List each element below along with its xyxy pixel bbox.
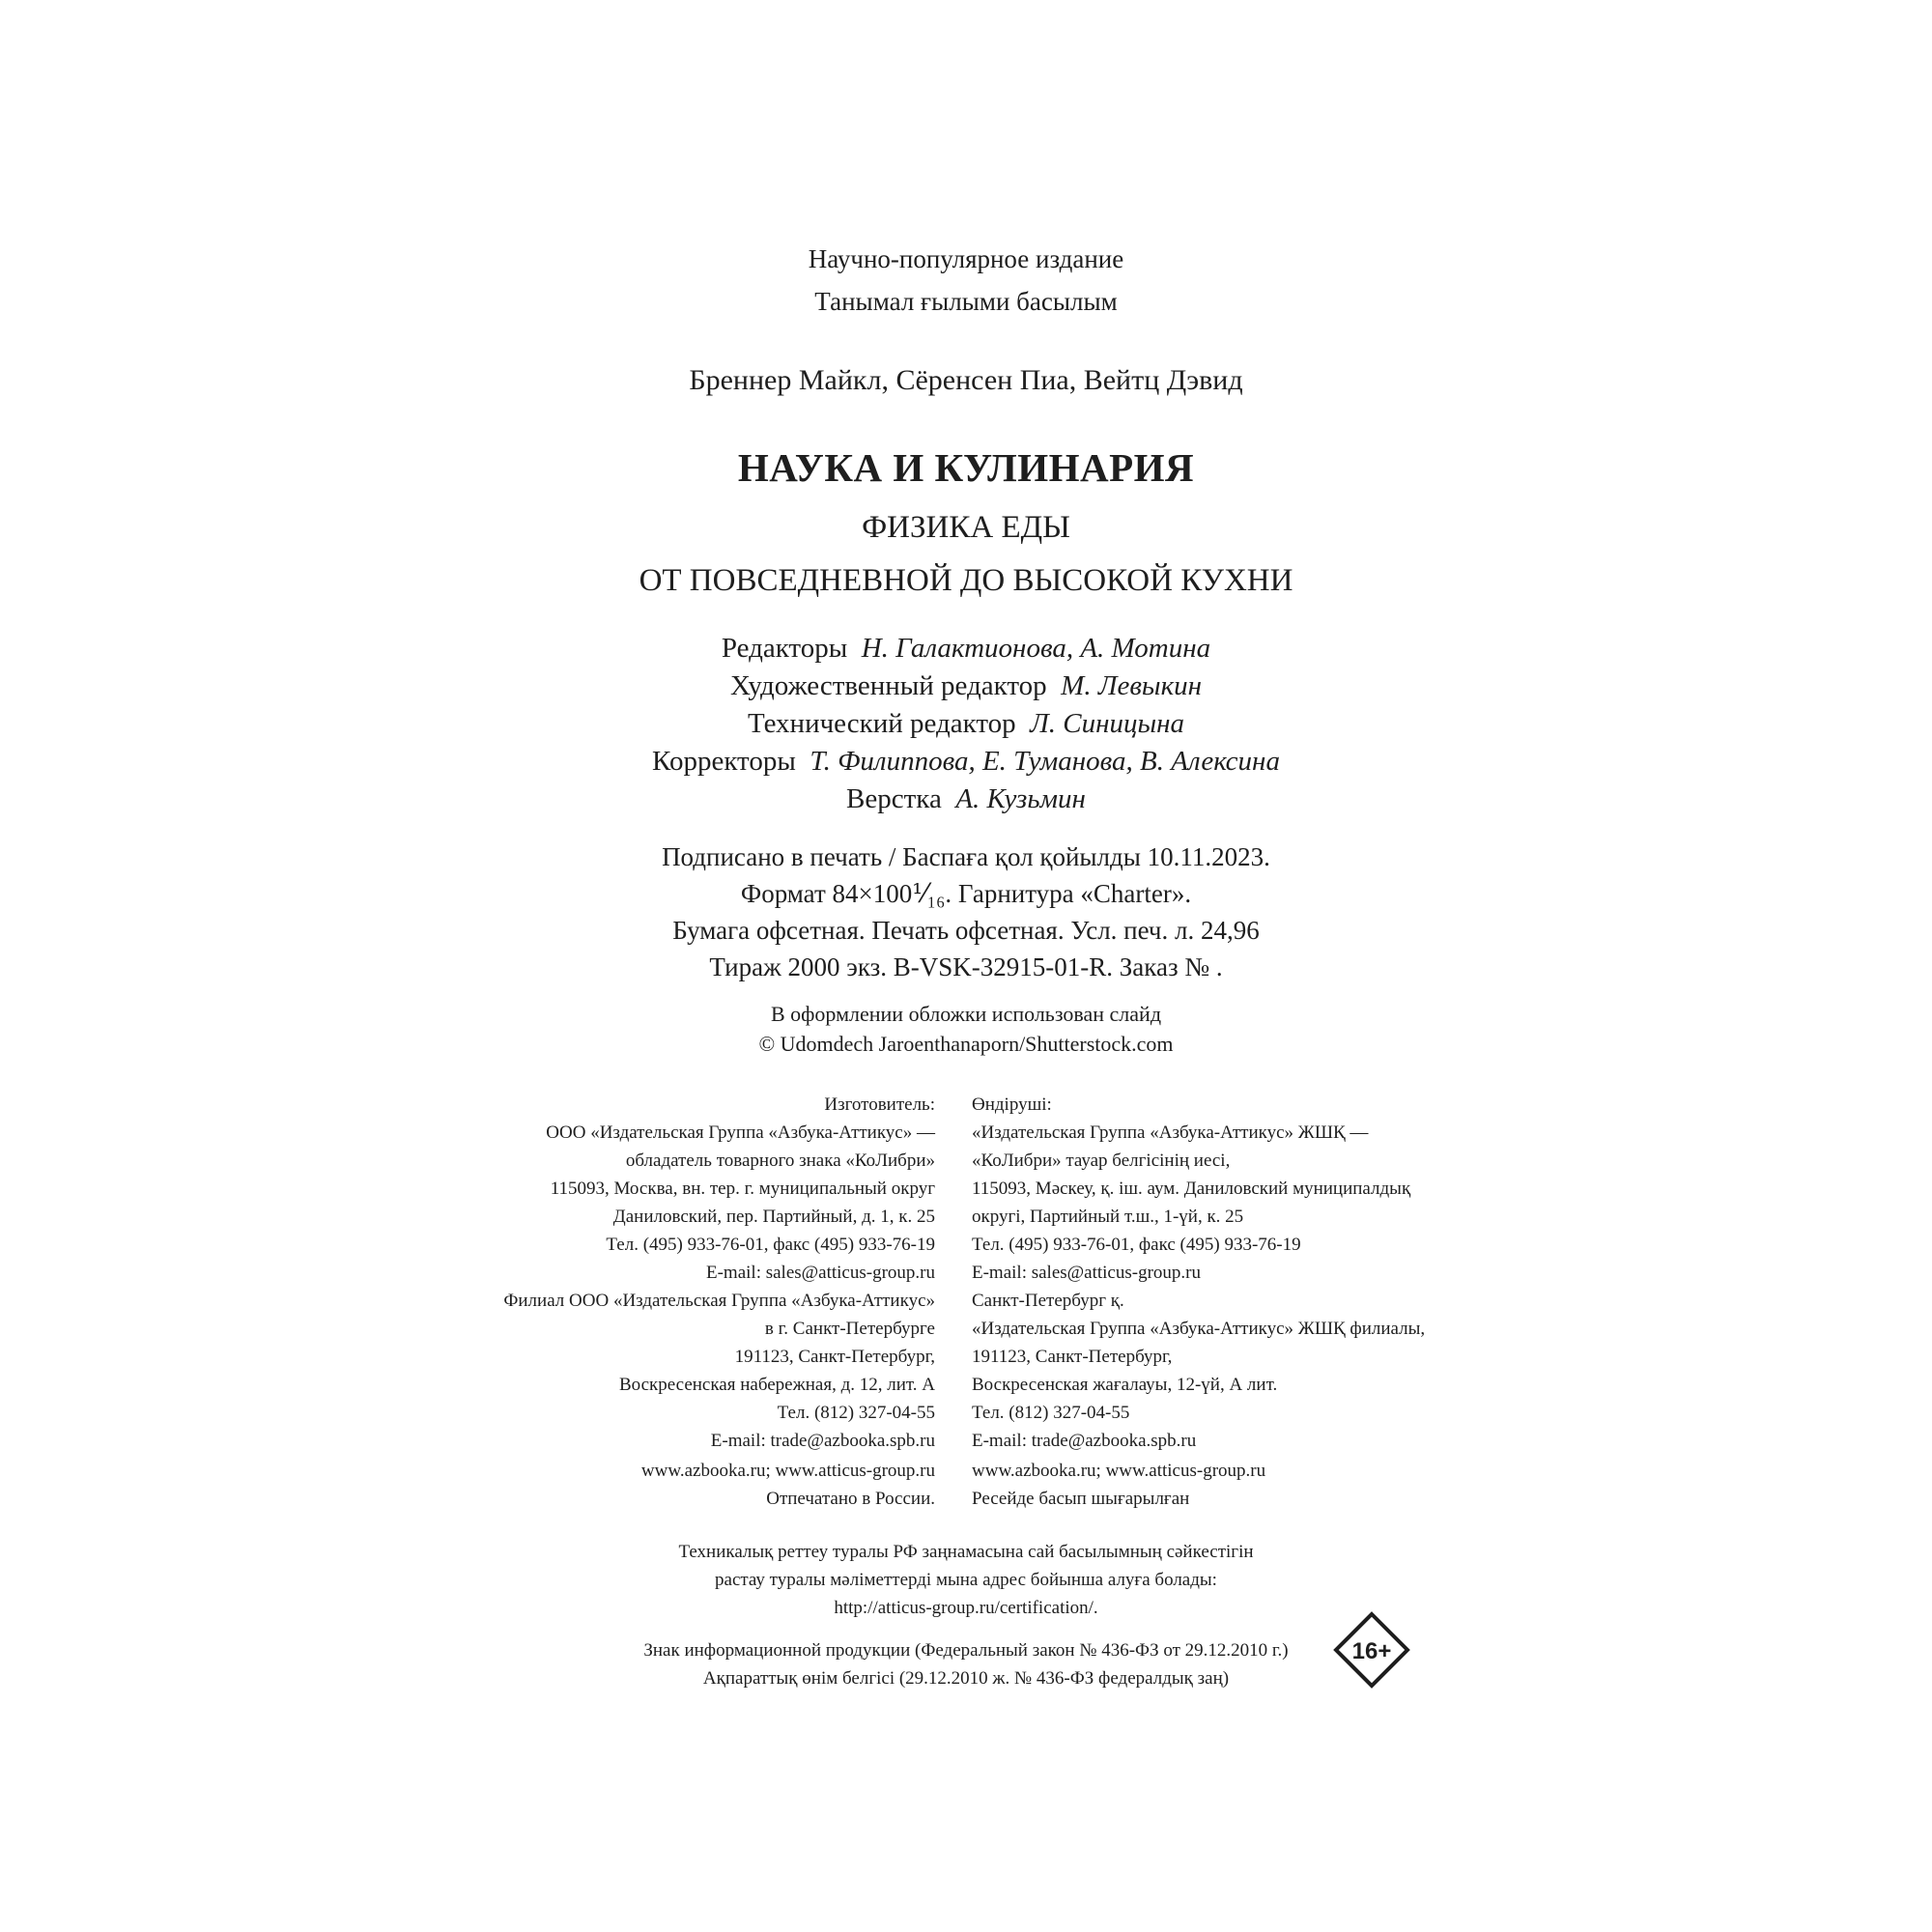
subtitle-line-2: ОТ ПОВСЕДНЕВНОЙ ДО ВЫСОКОЙ КУХНИ	[639, 563, 1293, 598]
authors: Бреннер Майкл, Сёренсен Пиа, Вейтц Дэвид	[689, 364, 1243, 396]
web-kz-line: Ресейде басып шығарылған	[972, 1489, 1190, 1509]
credit-role: Корректоры	[652, 746, 796, 777]
genre-ru: Научно-популярное издание	[808, 244, 1124, 273]
manufacturer-ru-line: 115093, Москва, вн. тер. г. муниципальный округ	[550, 1179, 935, 1199]
manufacturer-ru-line: обладатель товарного знака «КоЛибри»	[625, 1151, 935, 1171]
cover-note-line: В оформлении обложки использован слайд	[770, 1002, 1162, 1026]
manufacturer-ru-line: ООО «Издательская Группа «Азбука-Аттикус» —	[546, 1122, 935, 1143]
branch-kz-line: E-mail: trade@azbooka.spb.ru	[972, 1431, 1197, 1451]
credit-names: Н. Галактионова, А. Мотина	[861, 633, 1211, 664]
cover-note-line: © Udomdech Jaroenthanaporn/Shutterstock.com	[758, 1032, 1174, 1056]
manufacturer-ru-line: Изготовитель:	[824, 1094, 935, 1115]
branch-kz	[972, 1287, 1425, 1455]
branch-kz-line: Воскресенская жағалауы, 12-үй, А лит.	[972, 1375, 1278, 1395]
manufacturer-kz-line: «КоЛибри» тауар белгісінің иесі,	[972, 1151, 1231, 1171]
manufacturer-kz	[972, 1091, 1410, 1287]
branch-ru-line: Тел. (812) 327-04-55	[777, 1403, 935, 1423]
certification-line: http://atticus-group.ru/certification/.	[834, 1598, 1098, 1618]
branch-ru	[503, 1287, 935, 1455]
print-info-line: Тираж 2000 экз. B-VSK-32915-01-R. Заказ № .	[709, 952, 1223, 981]
age-rating-label: 16+	[1351, 1638, 1392, 1664]
certification-line: растау туралы мәліметтерді мына адрес бойынша алуға болады:	[715, 1570, 1217, 1590]
age-info-line: Знак информационной продукции (Федеральный закон № 436-ФЗ от 29.12.2010 г.)	[643, 1640, 1289, 1661]
credit-proofreaders	[0, 746, 1932, 778]
web-ru	[641, 1457, 935, 1513]
genre-kz: Танымал ғылыми басылым	[814, 287, 1118, 316]
credit-names: Т. Филиппова, Е. Туманова, В. Алексина	[810, 746, 1280, 777]
book-title: НАУКА И КУЛИНАРИЯ	[737, 445, 1195, 490]
manufacturer-ru-line: Тел. (495) 933-76-01, факс (495) 933-76-19	[606, 1235, 935, 1255]
certification-line: Техникалық реттеу туралы РФ заңнамасына сай басылымның сәйкестігін	[678, 1542, 1254, 1562]
manufacturer-kz-line: «Издательская Группа «Азбука-Аттикус» ЖШҚ —	[972, 1122, 1369, 1143]
branch-ru-line: E-mail: trade@azbooka.spb.ru	[710, 1431, 935, 1451]
credit-layout	[0, 783, 1932, 815]
web-kz-line: www.azbooka.ru; www.atticus-group.ru	[972, 1461, 1266, 1481]
credit-editors	[0, 633, 1932, 665]
print-info-line: Формат 84×100⅟₁₆. Гарнитура «Charter».	[740, 879, 1192, 908]
branch-kz-line: «Издательская Группа «Азбука-Аттикус» ЖШҚ филиалы,	[972, 1319, 1426, 1339]
print-info-line: Подписано в печать / Баспаға қол қойылды 10.11.2023.	[662, 842, 1270, 871]
manufacturer-kz-line: Өндіруші:	[972, 1094, 1052, 1115]
credit-names: М. Левыкин	[1061, 670, 1203, 701]
branch-kz-line: Тел. (812) 327-04-55	[972, 1403, 1130, 1423]
manufacturer-kz-line: E-mail: sales@atticus-group.ru	[972, 1263, 1201, 1283]
branch-ru-line: в г. Санкт-Петербурге	[764, 1319, 935, 1339]
manufacturer-kz-line: округі, Партийный т.ш., 1-үй, к. 25	[972, 1207, 1244, 1227]
branch-ru-line: 191123, Санкт-Петербург,	[734, 1347, 935, 1367]
branch-ru-line: Воскресенская набережная, д. 12, лит. А	[618, 1375, 935, 1395]
credit-art-editor	[0, 670, 1932, 702]
credit-tech-editor	[0, 708, 1932, 740]
branch-kz-line: 191123, Санкт-Петербург,	[972, 1347, 1173, 1367]
age-info-line: Ақпараттық өнім белгісі (29.12.2010 ж. № 436-ФЗ федералдық заң)	[702, 1668, 1230, 1689]
credit-role: Верстка	[846, 783, 942, 814]
credit-role: Художественный редактор	[729, 670, 1047, 701]
manufacturer-kz-line: 115093, Мәскеу, қ. іш. аум. Даниловский муниципалдық	[972, 1179, 1411, 1199]
branch-kz-line: Санкт-Петербург қ.	[972, 1291, 1124, 1311]
print-info-line: Бумага офсетная. Печать офсетная. Усл. печ. л. 24,96	[672, 916, 1260, 945]
manufacturer-kz-line: Тел. (495) 933-76-01, факс (495) 933-76-19	[972, 1235, 1301, 1255]
age-rating-badge	[1333, 1611, 1410, 1689]
credit-role: Редакторы	[721, 633, 848, 664]
web-kz	[972, 1457, 1265, 1513]
subtitle-line-1: ФИЗИКА ЕДЫ	[862, 510, 1070, 545]
credit-role: Технический редактор	[747, 708, 1016, 739]
branch-ru-line: Филиал ООО «Издательская Группа «Азбука-Аттикус»	[503, 1291, 935, 1311]
credit-names: Л. Синицына	[1030, 708, 1185, 739]
credit-names: А. Кузьмин	[955, 783, 1086, 814]
manufacturer-ru	[546, 1091, 935, 1287]
manufacturer-ru-line: Даниловский, пер. Партийный, д. 1, к. 25	[612, 1207, 935, 1227]
manufacturer-ru-line: E-mail: sales@atticus-group.ru	[706, 1263, 935, 1283]
web-ru-line: Отпечатано в России.	[766, 1489, 935, 1509]
web-ru-line: www.azbooka.ru; www.atticus-group.ru	[640, 1461, 935, 1481]
